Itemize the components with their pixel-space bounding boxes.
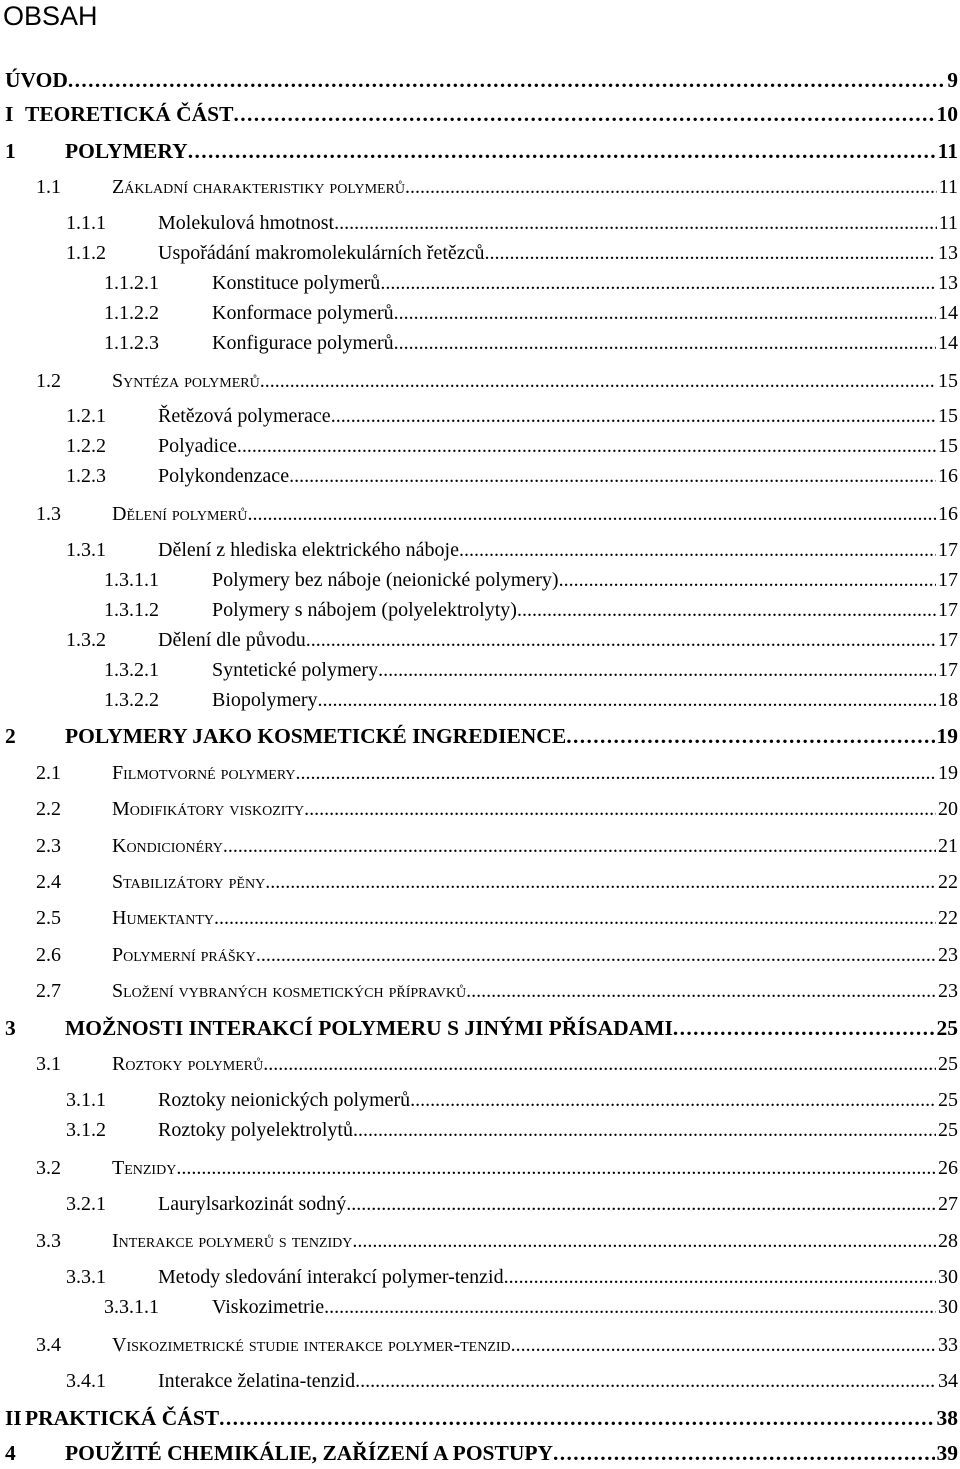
toc-entry-title: Polymerní prášky <box>112 944 256 966</box>
toc-entry[interactable] <box>36 1330 958 1360</box>
toc-entry-number: 1.1 <box>36 176 61 198</box>
toc-entry[interactable] <box>5 1438 958 1468</box>
toc-entry-title: Kondicionéry <box>112 835 223 857</box>
dot-leader <box>296 758 936 788</box>
toc-entry-title: Syntéza polymerů <box>112 370 260 392</box>
toc-entry-number: 2.6 <box>36 944 61 966</box>
toc-entry[interactable] <box>5 136 958 166</box>
toc-entry-page: 19 <box>936 724 958 748</box>
toc-entry-page: 20 <box>938 798 958 820</box>
toc-entry-page: 21 <box>938 835 958 857</box>
toc-entry[interactable] <box>36 794 958 824</box>
toc-entry-page: 16 <box>938 503 958 525</box>
toc-entry-page: 25 <box>938 1089 958 1111</box>
toc-entry-number: 1.2.1 <box>66 405 106 427</box>
toc-entry-number: 3.3.1 <box>66 1266 106 1288</box>
toc-entry-number: 3.3.1.1 <box>104 1296 159 1318</box>
toc-entry-title: Roztoky polyelektrolytů <box>158 1119 353 1141</box>
dot-leader <box>219 1403 934 1433</box>
toc-entry-number: 3.4.1 <box>66 1370 106 1392</box>
toc-entry-number: 1.1.1 <box>66 212 106 234</box>
toc-entry-title: Základní charakteristiky polymerů <box>112 176 406 198</box>
toc-entry-number: 1.3.2.2 <box>104 689 159 711</box>
toc-entry-number: 3 <box>5 1016 16 1040</box>
toc-entry-title: Modifikátory viskozity <box>112 798 305 820</box>
toc-entry-page: 14 <box>938 302 958 324</box>
dot-leader <box>466 976 936 1006</box>
toc-entry-title: PRAKTICKÁ ČÁST <box>25 1406 220 1430</box>
toc-entry-number: 2.1 <box>36 762 61 784</box>
toc-entry-page: 15 <box>938 435 958 457</box>
toc-entry-page: 17 <box>938 599 958 621</box>
toc-entry-title: Polykondenzace <box>158 465 290 487</box>
toc-entry-page: 14 <box>938 332 958 354</box>
toc-entry-title: Laurylsarkozinát sodný <box>158 1193 347 1215</box>
toc-entry-number: 1.1.2.3 <box>104 332 159 354</box>
dot-leader <box>355 1366 936 1396</box>
toc-entry-page: 28 <box>938 1230 958 1252</box>
toc-entry-title: Polymery s nábojem (polyelektrolyty) <box>212 599 517 621</box>
toc-entry-number: 1.1.2.2 <box>104 302 159 324</box>
toc-entry[interactable] <box>36 976 958 1006</box>
toc-entry-number: 1.3.1 <box>66 539 106 561</box>
toc-entry[interactable] <box>36 867 958 897</box>
toc-entry-page: 15 <box>938 405 958 427</box>
toc-entry[interactable] <box>66 1115 958 1145</box>
toc-entry-page: 33 <box>938 1334 958 1356</box>
toc-entry[interactable] <box>66 401 958 431</box>
toc-entry-title: Uspořádání makromolekulárních řetězců <box>158 242 485 264</box>
toc-entry-number: 2.7 <box>36 980 61 1002</box>
toc-entry-title: Interakce polymerů s tenzidy <box>112 1230 353 1252</box>
toc-entry-number: 2.2 <box>36 798 61 820</box>
toc-entry[interactable] <box>104 595 958 625</box>
dot-leader <box>260 366 936 396</box>
toc-entry-title: Roztoky polymerů <box>112 1053 264 1075</box>
dot-leader <box>68 65 945 95</box>
dot-leader <box>334 208 937 238</box>
toc-entry-title: Metody sledování interakcí polymer-tenzid <box>158 1266 504 1288</box>
toc-entry-page: 30 <box>938 1266 958 1288</box>
dot-leader <box>331 401 936 431</box>
toc-entry-page: 15 <box>938 370 958 392</box>
toc-entry-title: Konfigurace polymerů <box>212 332 394 354</box>
toc-entry-page: 19 <box>938 762 958 784</box>
dot-leader <box>353 1115 936 1145</box>
toc-entry-number: 1.3.1.1 <box>104 569 159 591</box>
dot-leader <box>263 1049 936 1079</box>
toc-entry-title: Stabilizátory pěny <box>112 871 266 893</box>
toc-entry-page: 18 <box>938 689 958 711</box>
toc-entry-number: 1.2.3 <box>66 465 106 487</box>
dot-leader <box>380 268 936 298</box>
toc-entry[interactable] <box>66 535 958 565</box>
dot-leader <box>485 238 936 268</box>
toc-entry[interactable] <box>104 685 958 715</box>
toc-entry-title: Filmotvorné polymery <box>112 762 296 784</box>
toc-entry-page: 17 <box>938 659 958 681</box>
dot-leader <box>223 831 936 861</box>
toc-entry[interactable] <box>36 940 958 970</box>
toc-entry-page: 17 <box>938 569 958 591</box>
toc-entry-title: Humektanty <box>112 907 214 929</box>
page-title: OBSAH <box>3 1 98 31</box>
toc-entry[interactable] <box>104 328 958 358</box>
dot-leader <box>214 903 936 933</box>
dot-leader <box>405 172 937 202</box>
dot-leader <box>176 1153 936 1183</box>
toc-entry-title: Interakce želatina-tenzid <box>158 1370 356 1392</box>
dot-leader <box>237 431 936 461</box>
toc-entry-page: 16 <box>938 465 958 487</box>
toc-entry-page: 11 <box>938 176 958 198</box>
toc-entry-page: 38 <box>936 1406 958 1430</box>
toc-entry-page: 22 <box>938 907 958 929</box>
toc-entry[interactable] <box>36 1153 958 1183</box>
toc-entry-page: 39 <box>936 1441 958 1465</box>
toc-entry-page: 26 <box>938 1157 958 1179</box>
dot-leader <box>410 1085 936 1115</box>
toc-entry-number: 1.3 <box>36 503 61 525</box>
toc-entry[interactable] <box>66 625 958 655</box>
toc-entry-title: TEORETICKÁ ČÁST <box>25 102 234 126</box>
toc-entry[interactable] <box>66 208 958 238</box>
toc-entry-title: Biopolymery <box>212 689 318 711</box>
toc-entry-title: Konstituce polymerů <box>212 272 381 294</box>
toc-entry[interactable] <box>66 1189 958 1219</box>
toc-entry-title: Molekulová hmotnost <box>158 212 335 234</box>
toc-entry-title: Dělení z hlediska elektrického náboje <box>158 539 459 561</box>
dot-leader <box>378 655 936 685</box>
toc-entry-number: 3.4 <box>36 1334 61 1356</box>
toc-entry-title: Polymery bez náboje (neionické polymery) <box>212 569 559 591</box>
toc-entry-page: 23 <box>938 980 958 1002</box>
toc-entry-number: 2.5 <box>36 907 61 929</box>
toc-entry-page: 23 <box>938 944 958 966</box>
toc-entry[interactable] <box>66 431 958 461</box>
toc-entry-number: 1 <box>5 139 16 163</box>
toc-entry[interactable] <box>5 65 958 95</box>
dot-leader <box>324 1292 936 1322</box>
toc-entry[interactable] <box>66 461 958 491</box>
toc-entry-number: 1.1.2.1 <box>104 272 159 294</box>
dot-leader <box>306 625 936 655</box>
toc-entry-page: 9 <box>947 68 958 92</box>
toc-entry-title: Konformace polymerů <box>212 302 394 324</box>
toc-entry-page: 17 <box>938 629 958 651</box>
toc-entry-number: 3.1.1 <box>66 1089 106 1111</box>
toc-entry-number: II <box>5 1406 22 1430</box>
dot-leader <box>504 1262 936 1292</box>
toc-entry-title: Polyadice <box>158 435 237 457</box>
toc-entry-number: 1.2.2 <box>66 435 106 457</box>
dot-leader <box>553 1438 934 1468</box>
toc-entry-number: 1.3.2.1 <box>104 659 159 681</box>
dot-leader <box>352 1226 936 1256</box>
toc-entry[interactable] <box>5 721 958 751</box>
toc-entry-title: MOŽNOSTI INTERAKCÍ POLYMERU S JINÝMI PŘÍSADAMI <box>65 1016 673 1040</box>
toc-entry-number: 2.4 <box>36 871 61 893</box>
toc-entry-number: 3.1.2 <box>66 1119 106 1141</box>
toc-entry-page: 22 <box>938 871 958 893</box>
toc-entry[interactable] <box>66 1366 958 1396</box>
toc-entry-title: Viskozimetrické studie interakce polymer-tenzid <box>112 1334 511 1356</box>
toc-entry-title: ÚVOD <box>5 68 68 92</box>
toc-entry-number: 1.3.1.2 <box>104 599 159 621</box>
toc-entry[interactable] <box>36 758 958 788</box>
toc-entry[interactable] <box>36 499 958 529</box>
toc-entry[interactable] <box>104 655 958 685</box>
toc-entry-page: 13 <box>938 242 958 264</box>
toc-entry-title: Viskozimetrie <box>212 1296 325 1318</box>
toc-entry-page: 11 <box>937 139 958 163</box>
dot-leader <box>247 499 936 529</box>
toc-entry-number: 2 <box>5 724 16 748</box>
dot-leader <box>559 565 936 595</box>
dot-leader <box>318 685 936 715</box>
toc-entry-page: 25 <box>936 1016 958 1040</box>
dot-leader <box>256 940 936 970</box>
toc-entry-title: Syntetické polymery <box>212 659 379 681</box>
toc-entry-number: 3.2.1 <box>66 1193 106 1215</box>
toc-entry-page: 27 <box>938 1193 958 1215</box>
dot-leader <box>459 535 936 565</box>
dot-leader <box>394 328 936 358</box>
dot-leader <box>289 461 936 491</box>
toc-entry[interactable] <box>36 831 958 861</box>
toc-entry-title: Složení vybraných kosmetických přípravků <box>112 980 467 1002</box>
toc-entry[interactable] <box>5 99 958 129</box>
toc-entry-title: Roztoky neionických polymerů <box>158 1089 411 1111</box>
toc-entry-title: Dělení dle původu <box>158 629 306 651</box>
toc-entry-page: 13 <box>938 272 958 294</box>
toc-entry[interactable] <box>36 366 958 396</box>
toc-entry-page: 10 <box>936 102 958 126</box>
toc-entry-title: POLYMERY <box>65 139 188 163</box>
toc-entry[interactable] <box>104 1292 958 1322</box>
toc-entry[interactable] <box>104 268 958 298</box>
toc-entry-title: POLYMERY JAKO KOSMETICKÉ INGREDIENCE <box>65 724 567 748</box>
toc-entry-number: 3.3 <box>36 1230 61 1252</box>
dot-leader <box>673 1013 935 1043</box>
dot-leader <box>233 99 934 129</box>
toc-entry-page: 25 <box>938 1053 958 1075</box>
toc-entry[interactable] <box>36 903 958 933</box>
toc-entry[interactable] <box>5 1013 958 1043</box>
toc-entry-page: 25 <box>938 1119 958 1141</box>
dot-leader <box>566 721 934 751</box>
toc-entry-page: 11 <box>938 212 958 234</box>
toc-entry[interactable] <box>5 1403 958 1433</box>
toc-entry[interactable] <box>66 1085 958 1115</box>
toc-entry-number: 2.3 <box>36 835 61 857</box>
toc-entry-number: 1.2 <box>36 370 61 392</box>
dot-leader <box>511 1330 936 1360</box>
dot-leader <box>394 298 936 328</box>
dot-leader <box>265 867 936 897</box>
toc-entry-title: Tenzidy <box>112 1157 177 1179</box>
toc-entry[interactable] <box>36 1226 958 1256</box>
toc-entry[interactable] <box>104 565 958 595</box>
toc-entry[interactable] <box>66 1262 958 1292</box>
toc-entry[interactable] <box>66 238 958 268</box>
toc-entry-number: 3.2 <box>36 1157 61 1179</box>
toc-entry-number: 3.1 <box>36 1053 61 1075</box>
toc-entry-title: Řetězová polymerace <box>158 405 331 427</box>
toc-entry-number: 4 <box>5 1441 16 1465</box>
toc-entry-page: 30 <box>938 1296 958 1318</box>
toc-entry-number: 1.3.2 <box>66 629 106 651</box>
toc-entry-title: Dělení polymerů <box>112 503 248 525</box>
toc-entry-title: POUŽITÉ CHEMIKÁLIE, ZAŘÍZENÍ A POSTUPY <box>65 1441 554 1465</box>
dot-leader <box>304 794 936 824</box>
toc-entry-page: 34 <box>938 1370 958 1392</box>
toc-entry-number: 1.1.2 <box>66 242 106 264</box>
dot-leader <box>517 595 936 625</box>
dot-leader <box>346 1189 936 1219</box>
dot-leader <box>188 136 936 166</box>
toc-entry[interactable] <box>104 298 958 328</box>
toc-entry[interactable] <box>36 172 958 202</box>
toc-entry-number: I <box>5 102 14 126</box>
toc-entry[interactable] <box>36 1049 958 1079</box>
toc-entry-page: 17 <box>938 539 958 561</box>
